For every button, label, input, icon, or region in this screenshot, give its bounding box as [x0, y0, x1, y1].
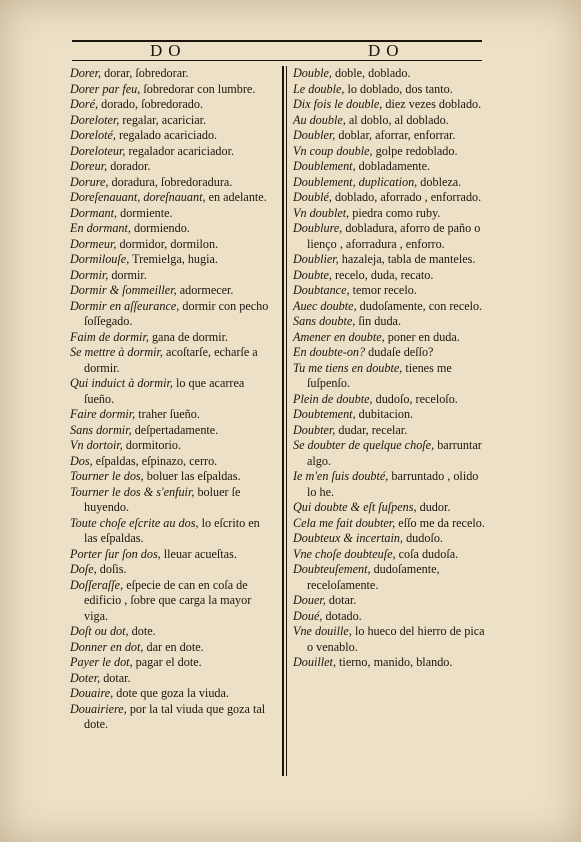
entry-definition: dotar.	[100, 670, 131, 685]
entry-definition: dorar, ſobredorar.	[101, 66, 189, 80]
entry-headword: Doubtance,	[293, 283, 350, 297]
entry-headword: Amener en doubte,	[293, 329, 385, 344]
entry-headword: Tourner le dos,	[70, 469, 144, 483]
entry-definition: doradura, ſobredoradura.	[108, 174, 233, 189]
entry-definition: dobladamente.	[355, 159, 431, 173]
entry-definition: en adelante.	[205, 190, 267, 204]
entry-headword: Dorer,	[70, 66, 102, 80]
entry-definition: hazaleja, tabla de manteles.	[338, 252, 476, 266]
dictionary-entry	[293, 128, 489, 144]
entry-definition: dudor.	[416, 500, 451, 514]
entry-definition: dote.	[128, 624, 156, 638]
dictionary-entry	[70, 485, 270, 516]
dictionary-entry	[70, 345, 270, 376]
dictionary-entry	[70, 221, 270, 237]
entry-definition: dudaſe deſſo?	[365, 345, 434, 359]
entry-headword: Tu me tiens en doubte,	[293, 360, 403, 375]
dictionary-entry	[70, 407, 270, 423]
entry-definition: tienes me ſuſpenſo.	[307, 360, 452, 390]
left-column	[70, 66, 270, 733]
dictionary-entry	[70, 252, 270, 268]
dictionary-entry	[70, 190, 270, 206]
entry-headword: Sans dormir,	[70, 422, 132, 437]
entry-definition: dar en dote.	[143, 639, 204, 654]
entry-headword: Porter ſur ſon dos,	[70, 546, 161, 561]
entry-definition: Tremielga, hugia.	[129, 252, 218, 266]
entry-headword: Dormeur,	[70, 236, 117, 251]
entry-definition: barruntar algo.	[307, 438, 482, 468]
entry-headword: Doué,	[293, 608, 323, 623]
entry-headword: Vn dortoir,	[70, 438, 123, 452]
entry-definition: lo que acarrea ſueño.	[84, 376, 245, 406]
entry-definition: dobleza.	[417, 174, 462, 189]
entry-headword: Douaire,	[70, 686, 114, 700]
entry-definition: boluer las eſpaldas.	[143, 469, 241, 483]
entry-definition: dotar.	[325, 593, 357, 607]
dictionary-entry	[70, 97, 270, 113]
entry-headword: Vn doublet,	[293, 205, 350, 220]
entry-headword: Faire dormir,	[70, 407, 136, 421]
entry-headword: Doublement, duplication,	[293, 174, 418, 189]
entry-definition: dormiendo.	[130, 221, 190, 235]
entry-definition: por la tal viuda que goza tal dote.	[84, 701, 266, 731]
entry-definition: tierno, manido, blando.	[336, 655, 453, 669]
dictionary-entry	[70, 438, 270, 454]
entry-definition: regalado acariciado.	[115, 128, 218, 142]
dictionary-entry	[293, 206, 489, 222]
entry-headword: Toute choſe eſcrite au dos,	[70, 515, 199, 530]
entry-definition: lo hueco del hierro de pica o venablo.	[307, 624, 485, 654]
running-head-right: DO	[368, 41, 405, 60]
dictionary-entry	[293, 221, 489, 252]
dictionary-entry	[293, 531, 489, 547]
entry-definition: regalador acariciador.	[125, 143, 235, 158]
dictionary-entry	[70, 562, 270, 578]
entry-headword: Douillet,	[293, 655, 336, 669]
entry-definition: regalar, acariciar.	[119, 112, 207, 127]
entry-definition: barruntado , olido lo he.	[307, 469, 479, 499]
entry-definition: pagar el dote.	[132, 655, 202, 669]
entry-definition: poner en duda.	[384, 329, 460, 344]
entry-definition: adormecer.	[176, 283, 234, 297]
entry-definition: lleuar acueſtas.	[160, 546, 237, 561]
dictionary-entry	[70, 655, 270, 671]
dictionary-entry	[293, 268, 489, 284]
header-rule-top	[72, 40, 482, 42]
dictionary-entry	[70, 516, 270, 547]
entry-definition: lo doblado, dos tanto.	[344, 81, 453, 96]
dictionary-entry	[293, 469, 489, 500]
dictionary-entry	[70, 640, 270, 656]
entry-headword: Auec doubte,	[293, 298, 357, 313]
entry-definition: coſa dudoſa.	[395, 546, 459, 561]
dictionary-entry	[70, 206, 270, 222]
entry-definition: eſſo me da recelo.	[395, 515, 485, 530]
entry-headword: Dormir,	[70, 267, 109, 282]
entry-definition: deſpertadamente.	[131, 422, 219, 437]
entry-definition: doſis.	[96, 562, 127, 576]
entry-headword: Doublure,	[293, 221, 343, 235]
dictionary-entry	[70, 159, 270, 175]
entry-definition: dormitorio.	[122, 438, 182, 452]
entry-definition: recelo, duda, recato.	[331, 267, 434, 282]
entry-definition: al doblo, al doblado.	[345, 112, 449, 127]
dictionary-entry	[293, 330, 489, 346]
entry-headword: Vne choſe doubteuſe,	[293, 546, 396, 561]
entry-definition: dormir con pecho ſoſſegado.	[84, 298, 269, 328]
entry-definition: dobladura, aforro de paño o lienço , aforradura , enforro.	[307, 221, 481, 251]
entry-definition: dotado.	[322, 608, 362, 623]
entry-definition: dorado, ſobredorado.	[98, 97, 204, 111]
entry-definition: doblar, aforrar, enforrar.	[335, 128, 456, 142]
dictionary-entry	[293, 252, 489, 268]
header-rule-bottom	[72, 60, 482, 61]
dictionary-entry	[70, 82, 270, 98]
dictionary-entry	[293, 159, 489, 175]
entry-headword: Qui doubte & eſt ſuſpens,	[293, 500, 417, 514]
entry-headword: Doubtement,	[293, 407, 356, 421]
dictionary-entry	[70, 702, 270, 733]
entry-headword: Dix fois le double,	[293, 97, 383, 111]
dictionary-entry	[293, 423, 489, 439]
dictionary-entry	[70, 113, 270, 129]
dictionary-entry	[70, 128, 270, 144]
dictionary-entry	[293, 299, 489, 315]
dictionary-entry	[293, 144, 489, 160]
entry-headword: Payer le dot,	[70, 655, 133, 669]
dictionary-entry	[70, 423, 270, 439]
entry-headword: Vn coup double,	[293, 143, 373, 158]
dictionary-entry	[70, 330, 270, 346]
entry-headword: Doreloté,	[70, 128, 116, 142]
dictionary-entry	[70, 376, 270, 407]
entry-headword: Ie m'en ſuis doubté,	[293, 469, 389, 483]
dictionary-entry	[293, 97, 489, 113]
dictionary-entry	[293, 392, 489, 408]
entry-headword: Dormant,	[70, 205, 118, 220]
entry-definition: gana de dormir.	[148, 329, 229, 344]
entry-definition: eſpaldas, eſpinazo, cerro.	[92, 453, 218, 468]
entry-definition: golpe redoblado.	[372, 143, 458, 158]
entry-headword: Doubler,	[293, 128, 336, 142]
dictionary-entry	[293, 407, 489, 423]
entry-headword: Doublement,	[293, 159, 356, 173]
entry-headword: Doreloteur,	[70, 143, 126, 158]
dictionary-entry	[293, 516, 489, 532]
entry-definition: dudar, recelar.	[335, 422, 408, 437]
dictionary-entry	[70, 66, 270, 82]
dictionary-entry	[70, 454, 270, 470]
right-column	[293, 66, 489, 671]
column-divider	[282, 66, 287, 776]
entry-definition: doble, doblado.	[331, 66, 411, 80]
entry-definition: ſobredorar con lumbre.	[140, 81, 256, 96]
dictionary-entry	[70, 237, 270, 253]
running-head-left: DO	[150, 41, 187, 60]
entry-headword: En doubte-on?	[293, 345, 366, 359]
dictionary-entry	[70, 671, 270, 687]
entry-headword: Douer,	[293, 593, 326, 607]
entry-definition: boluer ſe huyendo.	[84, 484, 241, 514]
entry-headword: Douairiere,	[70, 701, 127, 716]
entry-definition: piedra como ruby.	[349, 205, 441, 220]
entry-headword: Sans doubte,	[293, 314, 356, 328]
entry-headword: Doter,	[70, 670, 101, 685]
entry-headword: Doubte,	[293, 267, 332, 282]
entry-headword: Se mettre à dormir,	[70, 345, 163, 359]
entry-definition: dormidor, dormilon.	[116, 236, 219, 251]
entry-headword: Dormir & ſommeiller,	[70, 283, 177, 297]
entry-definition: ſin duda.	[355, 314, 401, 328]
entry-definition: temor recelo.	[349, 283, 417, 297]
entry-headword: Doreur,	[70, 159, 108, 173]
dictionary-entry	[293, 655, 489, 671]
entry-headword: Dos,	[70, 453, 93, 468]
entry-headword: Dorer par feu,	[70, 81, 141, 96]
entry-headword: Se doubter de quelque choſe,	[293, 438, 435, 452]
entry-headword: Doſſeraſſe,	[70, 577, 124, 592]
entry-headword: Doré,	[70, 97, 99, 111]
entry-definition: dudoſamente, receloſamente.	[307, 562, 440, 592]
dictionary-entry	[293, 314, 489, 330]
entry-definition: acoſtarſe, echarſe a dormir.	[84, 345, 258, 375]
entry-definition: dormir.	[108, 267, 147, 282]
entry-headword: Doreloter,	[70, 112, 120, 127]
entry-definition: diez vezes doblado.	[382, 97, 482, 111]
entry-headword: Doubteux & incertain,	[293, 531, 404, 545]
dictionary-entry	[293, 438, 489, 469]
dictionary-entry	[70, 144, 270, 160]
dictionary-entry	[293, 345, 489, 361]
entry-definition: dormiente.	[117, 205, 173, 220]
dictionary-entry	[70, 624, 270, 640]
entry-headword: Dormir en aſſeurance,	[70, 298, 180, 313]
entry-definition: eſpecie de can en coſa de edificio , ſobre que carga la mayor viga.	[84, 577, 252, 623]
dictionary-entry	[293, 361, 489, 392]
entry-headword: Double,	[293, 66, 332, 80]
dictionary-entry	[70, 175, 270, 191]
entry-headword: Faim de dormir,	[70, 329, 149, 344]
dictionary-entry	[70, 469, 270, 485]
dictionary-entry	[70, 268, 270, 284]
entry-headword: Donner en dot,	[70, 639, 144, 654]
dictionary-entry	[70, 283, 270, 299]
dictionary-entry	[293, 175, 489, 191]
dictionary-entry	[70, 686, 270, 702]
dictionary-entry	[293, 66, 489, 82]
entry-definition: doblado, aforrado , enforrado.	[331, 190, 482, 204]
entry-definition: dudoſo, receloſo.	[372, 391, 458, 406]
entry-headword: Dormilouſe,	[70, 252, 130, 266]
dictionary-entry	[293, 624, 489, 655]
entry-headword: Doſt ou dot,	[70, 624, 129, 638]
entry-headword: Doublier,	[293, 252, 339, 266]
entry-definition: dorador.	[107, 159, 151, 173]
dictionary-entry	[70, 547, 270, 563]
entry-headword: Vne douille,	[293, 624, 352, 638]
dictionary-entry	[70, 299, 270, 330]
entry-headword: Qui induict à dormir,	[70, 376, 173, 390]
entry-headword: Le double,	[293, 81, 345, 96]
dictionary-entry	[293, 283, 489, 299]
dictionary-entry	[293, 113, 489, 129]
dictionary-entry	[293, 609, 489, 625]
entry-headword: Doubteuſement,	[293, 562, 371, 576]
entry-definition: dubitacion.	[355, 407, 414, 421]
entry-headword: En dormant,	[70, 221, 131, 235]
entry-definition: traher ſueño.	[135, 407, 200, 421]
entry-headword: Doſe,	[70, 562, 97, 576]
dictionary-entry	[293, 190, 489, 206]
entry-definition: dudoſo.	[403, 531, 443, 545]
entry-headword: Au double,	[293, 112, 346, 127]
dictionary-entry	[293, 82, 489, 98]
entry-headword: Doreſenauant, doreſnauant,	[70, 190, 206, 204]
entry-headword: Cela me fait doubter,	[293, 515, 396, 530]
entry-definition: dote que goza la viuda.	[113, 686, 229, 700]
dictionary-entry	[293, 500, 489, 516]
entry-headword: Doublé,	[293, 190, 332, 204]
entry-definition: lo eſcrito en las eſpaldas.	[84, 515, 260, 545]
entry-headword: Plein de doubte,	[293, 391, 373, 406]
dictionary-entry	[293, 562, 489, 593]
entry-headword: Doubter,	[293, 422, 336, 437]
entry-headword: Dorure,	[70, 174, 109, 189]
entry-definition: dudoſamente, con recelo.	[356, 298, 483, 313]
dictionary-entry	[293, 547, 489, 563]
entry-headword: Tourner le dos & s'enfuir,	[70, 484, 195, 499]
dictionary-entry	[70, 578, 270, 625]
dictionary-entry	[293, 593, 489, 609]
